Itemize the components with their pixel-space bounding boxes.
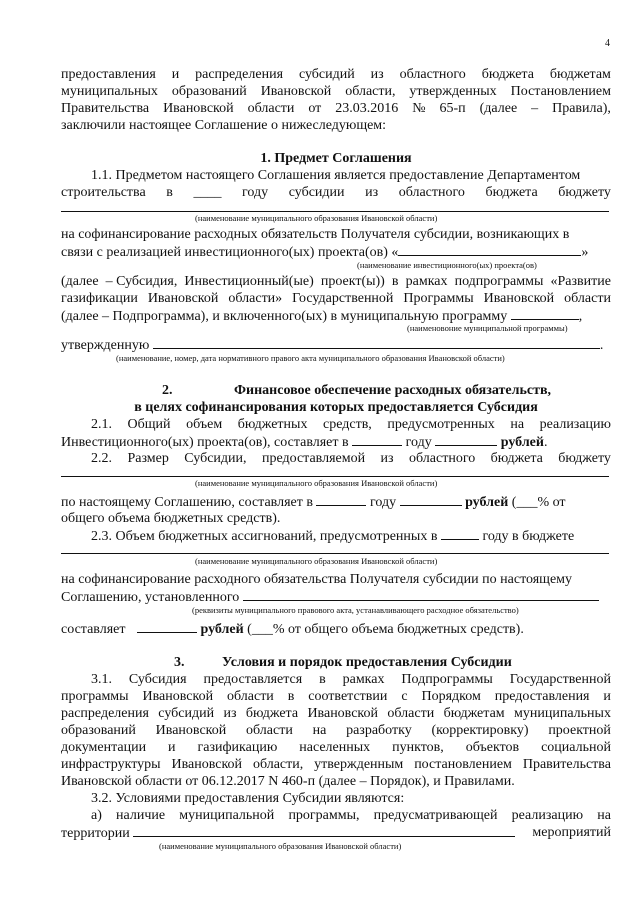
word: Государственной [509, 672, 611, 687]
s1-line4-close-quote: » [581, 245, 589, 260]
word: а) [91, 808, 102, 823]
word: на [510, 417, 525, 432]
word: программы, [288, 808, 360, 823]
s3-para2-line1: 3.2. Условиями предоставления Субсидии являются: [91, 791, 405, 806]
section-2-title-text: Финансовое обеспечение расходных обязательств, [234, 383, 552, 398]
intro-line-4: заключили настоящее Соглашение о нижеследующем: [61, 118, 387, 133]
word: Инвестиционный(ые) [184, 274, 314, 289]
s2-percent-2: (___% от [511, 495, 566, 510]
s1-line7-comma: , [578, 309, 583, 324]
caption-municipality-1: (наименование муниципального образования Ивановской области) [195, 213, 438, 223]
word: области [387, 706, 435, 721]
blank-line-municipality-3 [61, 553, 609, 554]
section-2-number: 2. [162, 383, 173, 398]
blank-amount-3 [137, 620, 197, 633]
word: предоставляется [203, 672, 303, 687]
s2-para1-period: . [543, 435, 548, 450]
word: Субсидии, [184, 451, 247, 466]
word: бюджетам [549, 67, 611, 82]
s1-line5 [61, 273, 611, 290]
s1-para1-line2 [61, 184, 611, 201]
word: Ивановской [260, 84, 332, 99]
word: Подпрограммы [401, 672, 493, 687]
section-1-title: 1. Предмет Соглашения [260, 151, 412, 166]
s2-rubles-1: рублей [500, 435, 544, 450]
blank-amount-2 [400, 493, 462, 506]
word: утвержденных [409, 84, 497, 99]
word: Ивановской [307, 706, 379, 721]
word: области [246, 723, 293, 738]
word: реализацию [539, 417, 611, 432]
word: (далее [61, 274, 99, 289]
word: субсидии [288, 185, 345, 200]
word: рамках [342, 672, 385, 687]
word: на [312, 723, 327, 738]
word: газификацию [197, 740, 278, 755]
word: в [391, 274, 399, 289]
word: Правила), [552, 101, 611, 116]
word: 2.1. [91, 417, 112, 432]
word: из [370, 67, 384, 82]
s2-para2-line3 [61, 493, 611, 511]
word: строительства [61, 185, 146, 200]
s3-para1-line3 [61, 705, 611, 722]
section-2-title-line2: в целях софинансирования которых предоставляется Субсидия [134, 400, 538, 415]
word: в [319, 672, 326, 687]
word: муниципальной [179, 808, 275, 823]
word: (корректировку) [431, 723, 529, 738]
word: населенных [299, 740, 371, 755]
s3-para1-line2 [61, 688, 611, 705]
word: субсидий [158, 706, 215, 721]
word: области [247, 101, 295, 116]
s3-para1-line6 [61, 756, 611, 773]
word: Ивановской [142, 689, 214, 704]
word: Порядком [421, 689, 481, 704]
caption-municipality-4: (наименование муниципального образования Ивановской области) [159, 841, 402, 851]
word: Ивановской [147, 291, 219, 306]
s2-para3-line5 [61, 620, 611, 638]
word: бюджетных [237, 417, 308, 432]
word: бюджета [485, 185, 538, 200]
caption-legal-act: (реквизиты муниципального правового акта, устанавливающего расходное обязательство) [192, 605, 519, 615]
intro-line-2 [61, 83, 611, 100]
caption-municipality-2: (наименование муниципального образования Ивановской области) [195, 478, 438, 488]
s2-para1-line2 [61, 433, 611, 451]
word: муниципальных [514, 706, 611, 721]
word: программы [61, 689, 129, 704]
word: бюджету [558, 185, 611, 200]
caption-municipality-3: (наименование муниципального образования Ивановской области) [195, 556, 438, 566]
blank-year-1 [352, 433, 402, 446]
s3-para2-line3-text: территории [61, 826, 130, 841]
word: предоставления [61, 67, 156, 82]
s2-para2-line3-text: по настоящему Соглашению, составляет в [61, 495, 313, 510]
s2-para3-line1-end: году в бюджете [482, 529, 575, 544]
s2-para2-line1 [91, 450, 611, 467]
s2-year-word-1: году [405, 435, 432, 450]
s3-para1-line4 [61, 722, 611, 739]
word: 23.03.2016 [335, 101, 399, 116]
s1-line7-text: (далее – Подпрограмма), и включенного(ых) в муниципальную программу [61, 309, 508, 324]
word: соответствии [308, 689, 388, 704]
s2-year-word-2: году [369, 495, 397, 510]
word: 3.1. [91, 672, 112, 687]
word: и [171, 67, 180, 82]
caption-approving-act: (наименование, номер, дата нормативного правого акта муниципального образования Ивановской области) [116, 353, 505, 363]
section-3-number: 3. [174, 655, 185, 670]
word: объектов [465, 740, 520, 755]
word: средств, [323, 417, 372, 432]
word: Постановлением [510, 84, 611, 99]
word: образований [61, 723, 136, 738]
word: Общий [127, 417, 171, 432]
word: области [564, 291, 611, 306]
word: рамках [405, 274, 448, 289]
word: из [365, 185, 379, 200]
word: распределения [195, 67, 284, 82]
word: – [531, 101, 539, 116]
word: области [227, 689, 274, 704]
word: объем [186, 417, 223, 432]
word: в [287, 689, 295, 704]
word: и [168, 740, 176, 755]
caption-project-name: (наименование инвестиционного(ых) проекта(ов) [357, 260, 537, 270]
word: предусмотренных [387, 417, 495, 432]
blank-municipal-program [511, 307, 579, 320]
blank-approving-act [153, 336, 600, 349]
s3-para2-line3-end: мероприятий [532, 825, 611, 840]
blank-line-municipality-2 [61, 476, 609, 477]
word: разработку [346, 723, 412, 738]
blank-year-2 [316, 493, 366, 506]
s2-para1-line2-text: Инвестиционного(ых) проекта(ов), составляет в [61, 435, 349, 450]
s2-para3-line4-text: Соглашению, установленного [61, 590, 240, 605]
word: области, [252, 757, 304, 772]
word: подпрограммы [454, 274, 544, 289]
word: Ивановской [155, 723, 227, 738]
s2-rubles-3: рублей [200, 622, 244, 637]
word: 2.2. [91, 451, 112, 466]
blank-amount-1 [435, 433, 497, 446]
word: с [401, 689, 408, 704]
word: Ивановской [171, 757, 243, 772]
word: Субсидия [128, 672, 187, 687]
word: областного [399, 67, 466, 82]
word: из [380, 451, 394, 466]
blank-legal-act [243, 588, 599, 601]
s2-para3-line1 [91, 527, 611, 545]
s3-para1-line5 [61, 739, 611, 756]
s1-line8-period: . [599, 338, 604, 353]
word: (далее [479, 101, 518, 116]
s1-line8 [61, 336, 611, 354]
word: Правительства [61, 101, 150, 116]
s3-para1-line7: Ивановской области от 06.12.2017 N 460-п (далее – Порядок), и Правилами. [61, 774, 515, 789]
word: образований [171, 84, 247, 99]
s2-para3-line5-text: составляет [61, 622, 126, 637]
word: муниципальных [61, 84, 158, 99]
word: Размер [127, 451, 169, 466]
word: № [412, 101, 426, 116]
blank-year-3 [441, 527, 479, 540]
word: в [166, 185, 173, 200]
word: пунктов, [392, 740, 444, 755]
word: бюджета [481, 67, 534, 82]
word: Государственной [292, 291, 394, 306]
s2-rubles-2: рублей [465, 495, 509, 510]
blank-project-name [398, 243, 581, 256]
word: бюджету [558, 451, 611, 466]
word: из [223, 706, 237, 721]
word: предусматривающей [373, 808, 498, 823]
word: предоставляемой [261, 451, 366, 466]
word: реализацию [511, 808, 584, 823]
s2-para3-line3: на софинансирование расходного обязательства Получателя субсидии по настоящему [61, 572, 573, 587]
word: и [603, 689, 611, 704]
word: бюджетам [443, 706, 505, 721]
word: бюджета [490, 451, 543, 466]
word: постановлением [414, 757, 512, 772]
word: утвержденным [314, 757, 404, 772]
word: области, [345, 84, 396, 99]
word: проектной [548, 723, 611, 738]
s2-para3-line1-text: 2.3. Объем бюджетных ассигнований, предусмотренных в [91, 529, 438, 544]
s3-para1-line1 [91, 671, 611, 688]
word: Правительства [522, 757, 611, 772]
word: областного [398, 185, 465, 200]
word: распределения [61, 706, 149, 721]
s1-line6 [61, 290, 611, 307]
word: «Развитие [550, 274, 611, 289]
word: документации [61, 740, 147, 755]
s2-para1-line1 [91, 416, 611, 433]
intro-line-3 [61, 100, 611, 117]
word: от [308, 101, 322, 116]
word: области» [228, 291, 283, 306]
s1-line4-text: связи с реализацией инвестиционного(ых) проекта(ов) « [61, 245, 399, 260]
s3-para2-line3 [61, 824, 611, 842]
blank-territory [133, 824, 515, 837]
word: инфраструктуры [61, 757, 161, 772]
word: проект(ы)) [320, 274, 385, 289]
word: 65-п [439, 101, 466, 116]
s1-line8-text: утвержденную [61, 338, 150, 353]
s1-line3: на софинансирование расходных обязательств Получателя субсидии, возникающих в [61, 227, 570, 242]
s2-para2-line4: общего объема бюджетных средств). [61, 511, 281, 526]
word: бюджета [245, 706, 299, 721]
blank-line-municipality-1 [61, 211, 609, 212]
s1-line4 [61, 243, 611, 261]
word: областного [409, 451, 476, 466]
word: – Субсидия, [105, 274, 178, 289]
caption-municipal-program: (наименовоние муниципальной программы) [407, 323, 568, 333]
word: году [242, 185, 269, 200]
s1-para1-line1: 1.1. Предметом настоящего Соглашения является предоставление Департаментом [91, 168, 581, 183]
word: газификации [61, 291, 138, 306]
s3-para2-line2 [91, 807, 611, 824]
word: на [597, 808, 611, 823]
word: предоставления [494, 689, 590, 704]
section-3-title-text: Условия и порядок предоставления Субсидии [222, 655, 512, 670]
word: наличие [116, 808, 166, 823]
word: социальной [541, 740, 611, 755]
word: Программы [403, 291, 474, 306]
intro-line-1 [61, 66, 611, 83]
s2-para3-line5-end: (___% от общего объема бюджетных средств). [247, 622, 524, 637]
word: субсидий [298, 67, 355, 82]
page-number: 4 [605, 38, 610, 49]
s2-para3-line4 [61, 588, 611, 606]
word: Ивановской [163, 101, 234, 116]
word: Ивановской [483, 291, 555, 306]
word: ____ [193, 185, 222, 200]
